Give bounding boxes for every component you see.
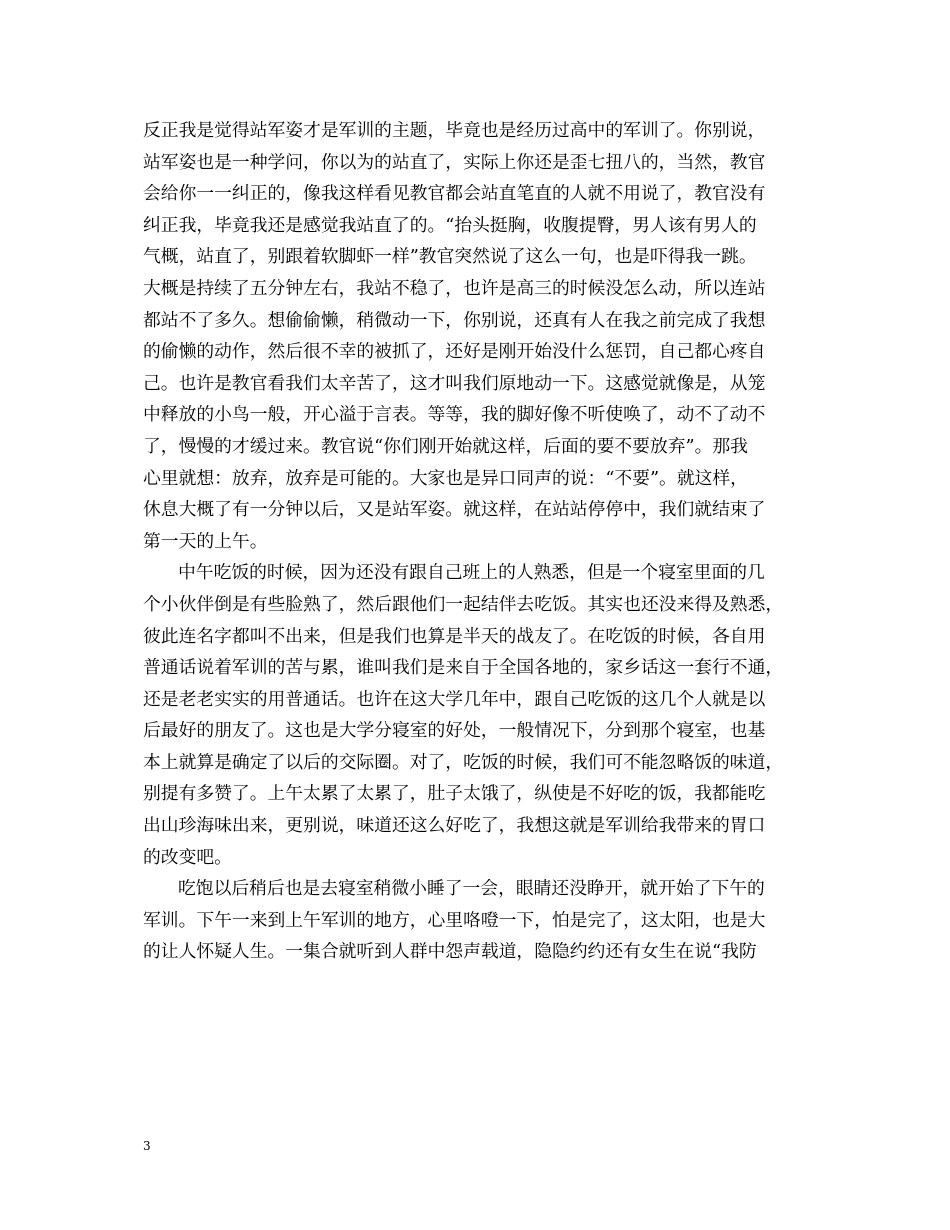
text-line: 的偷懒的动作，然后很不幸的被抓了，还好是刚开始没什么惩罚，自己都心疼自 xyxy=(143,341,766,363)
text-line: 反正我是觉得站军姿才是军训的主题，毕竟也是经历过高中的军训了。你别说， xyxy=(143,120,766,141)
text-line: 后最好的朋友了。这也是大学分寝室的好处，一般情况下，分到那个寝室，也基 xyxy=(143,720,766,742)
text-line: 军训。下午一来到上午军训的地方，心里咯噔一下，怕是完了，这太阳，也是大 xyxy=(143,909,766,931)
text-line: 会给你一一纠正的，像我这样看见教官都会站直笔直的人就不用说了，教官没有 xyxy=(143,183,766,205)
text-line: 都站不了多久。想偷偷懒，稍微动一下，你别说，还真有人在我之前完成了我想 xyxy=(143,309,766,331)
text-line: 还是老老实实的用普通话。也许在这大学几年中，跟自己吃饭的这几个人就是以 xyxy=(143,688,766,710)
text-line: 的改变吧。 xyxy=(143,846,232,868)
text-line: 普通话说着军训的苦与累，谁叫我们是来自于全国各地的，家乡话这一套行不通， xyxy=(143,657,784,679)
text-line: 个小伙伴倒是有些脸熟了，然后跟他们一起结伴去吃饭。其实也还没来得及熟悉， xyxy=(143,593,784,615)
page-number: 3 xyxy=(143,1139,151,1153)
text-line: 了，慢慢的才缓过来。教官说“你们刚开始就这样，后面的要不要放弃”。那我 xyxy=(143,435,748,457)
text-line: 气概，站直了，别跟着软脚虾一样”教官突然说了这么一句，也是吓得我一跳。 xyxy=(143,246,757,268)
paragraph xyxy=(143,115,808,557)
text-line: 站军姿也是一种学问，你以为的站直了，实际上你还是歪七扭八的，当然，教官 xyxy=(143,151,766,173)
text-line: 彼此连名字都叫不出来，但是我们也算是半天的战友了。在吃饭的时候，各自用 xyxy=(143,625,766,647)
text-line: 大概是持续了五分钟左右，我站不稳了，也许是高三的时候没怎么动，所以连站 xyxy=(143,277,766,299)
text-line: 第一天的上午。 xyxy=(143,530,268,552)
text-line: 中释放的小鸟一般，开心溢于言表。等等，我的脚好像不听使唤了，动不了动不 xyxy=(143,404,766,426)
text-line: 吃饱以后稍后也是去寝室稍微小睡了一会，眼睛还没睁开，就开始了下午的 xyxy=(178,878,765,900)
text-line: 己。也许是教官看我们太辛苦了，这才叫我们原地动一下。这感觉就像是，从笼 xyxy=(143,372,766,394)
text-line: 心里就想：放弃，放弃是可能的。大家也是异口同声的说：“不要”。就这样， xyxy=(143,467,748,489)
text-line: 纠正我，毕竟我还是感觉我站直了的。“抬头挺胸，收腹提臀，男人该有男人的 xyxy=(143,214,757,236)
paragraph xyxy=(143,557,808,873)
document-body xyxy=(143,115,808,968)
paragraph xyxy=(143,873,808,968)
text-line: 本上就算是确定了以后的交际圈。对了，吃饭的时候，我们可不能忽略饭的味道， xyxy=(143,751,784,773)
text-line: 中午吃饭的时候，因为还没有跟自己班上的人熟悉，但是一个寝室里面的几 xyxy=(178,562,765,584)
text-line: 别提有多赞了。上午太累了太累了，肚子太饿了，纵使是不好吃的饭，我都能吃 xyxy=(143,783,766,805)
text-line: 的让人怀疑人生。一集合就听到人群中怨声载道，隐隐约约还有女生在说“我防 xyxy=(143,941,757,963)
text-line: 休息大概了有一分钟以后，又是站军姿。就这样，在站站停停中，我们就结束了 xyxy=(143,499,766,521)
text-line: 出山珍海味出来，更别说，味道还这么好吃了，我想这就是军训给我带来的胃口 xyxy=(143,815,766,837)
